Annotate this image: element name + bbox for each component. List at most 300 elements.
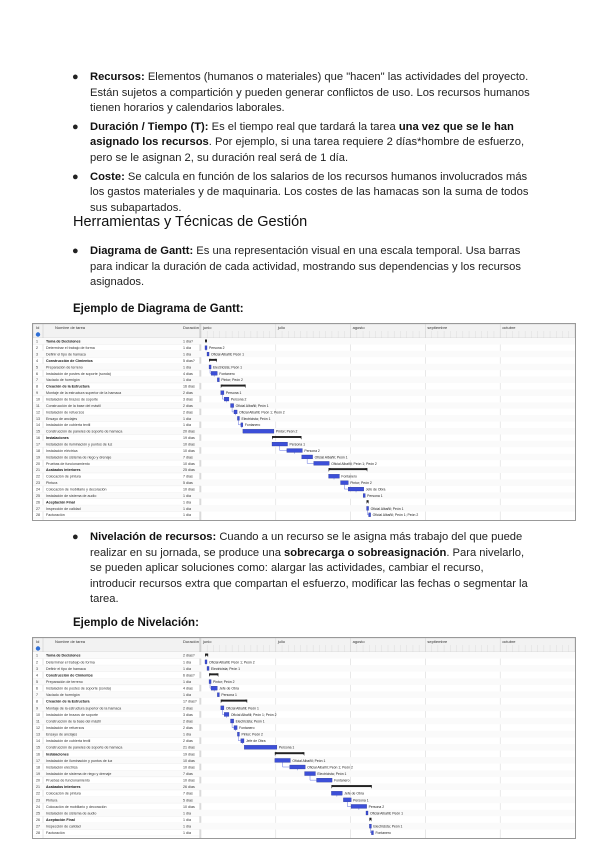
task-id: 5 — [36, 365, 38, 370]
task-bar — [272, 442, 288, 446]
task-name: Aceptación Final — [46, 818, 75, 823]
month-label: septiembre — [427, 639, 448, 644]
task-bar — [351, 804, 367, 808]
task-duration: 5 días — [183, 481, 193, 486]
row-bg — [33, 797, 575, 804]
resource-label: Persona 1 — [225, 391, 242, 396]
task-name: Instalación de brazos de soporte — [46, 712, 98, 717]
task-id: 26 — [36, 818, 40, 823]
task-id: 19 — [36, 772, 40, 777]
task-name: Pruebas de funcionamiento — [46, 778, 90, 783]
task-duration: 2 días — [183, 410, 193, 415]
resource-label: Persona 2 — [209, 346, 225, 351]
task-duration: 16 días — [183, 384, 195, 389]
task-id: 25 — [36, 811, 40, 816]
resource-label: Persona 2 — [230, 397, 247, 402]
task-bar — [363, 494, 365, 498]
row-bg — [33, 377, 575, 383]
task-bar — [241, 739, 244, 743]
task-name: Instalación de cubierta textil — [46, 739, 91, 744]
text-coste: Se calcula en función de los salarios de los recursos humanos involucrados más los gastos materiales y de maquinaria. Los costes de las hamacas son la suma de todos sus subapartados. — [90, 170, 529, 214]
col-id-header: Id — [36, 325, 40, 330]
task-bar — [224, 397, 229, 401]
task-id: 11 — [36, 403, 40, 408]
task-name: Vaciado de hormigón — [46, 693, 80, 698]
task-duration: 1 día — [183, 818, 191, 823]
row-bg — [33, 770, 575, 777]
resource-label: Oficial Albañil; Peón 1 — [314, 455, 348, 460]
task-id: 12 — [36, 410, 40, 415]
task-bar — [217, 693, 219, 697]
task-name: Ensayo de anclajes — [46, 416, 78, 421]
task-id: 13 — [36, 732, 40, 737]
task-duration: 1 día? — [183, 339, 193, 344]
task-bar — [205, 346, 207, 350]
row-bg — [33, 718, 575, 725]
task-id: 17 — [36, 758, 40, 763]
resource-label: Pintor; Peón 2 — [213, 680, 235, 685]
info-icon — [36, 646, 40, 650]
task-duration: 1 día — [183, 423, 191, 428]
task-bar — [205, 660, 207, 664]
task-duration: 2 días — [183, 726, 193, 731]
task-duration: 19 días — [183, 752, 195, 757]
section-heading: Herramientas y Técnicas de Gestión — [73, 214, 308, 230]
resource-label: Oficial Albañil; Peón 1; Peón 2 — [372, 513, 419, 518]
task-name: Facturación — [46, 831, 65, 836]
task-duration: 2 días — [183, 391, 193, 396]
task-name: Facturación — [46, 513, 65, 518]
row-bg — [33, 364, 575, 370]
task-duration: 1 día — [183, 680, 191, 685]
task-duration: 2 días — [183, 706, 193, 711]
bullet-coste — [72, 170, 530, 217]
task-id: 4 — [36, 673, 38, 678]
task-duration: 7 días — [183, 474, 193, 479]
task-duration: 1 día — [183, 365, 191, 370]
task-id: 5 — [36, 680, 38, 685]
task-name: Pintura — [46, 481, 58, 486]
task-bar — [211, 686, 217, 690]
task-bar — [207, 352, 209, 356]
task-bar — [331, 791, 342, 795]
task-bar — [366, 811, 368, 815]
month-label: octubre — [502, 325, 516, 330]
row-bg — [33, 415, 575, 421]
task-name: Ensayo de anclajes — [46, 732, 78, 737]
resource-label: Oficial Albañil; Peón 1 — [211, 352, 245, 357]
resource-label: Fontanero — [341, 474, 357, 479]
task-id: 22 — [36, 474, 40, 479]
task-name: Construcción de paneles de soporte de hamaca — [46, 429, 123, 434]
task-duration: 26 días — [183, 785, 195, 790]
task-id: 2 — [36, 660, 38, 665]
resource-label: Oficial Albañil; Peón 1 — [292, 758, 326, 763]
resource-label: Oficial Albañil; Peón 1 — [370, 506, 404, 511]
task-id: 1 — [36, 653, 38, 658]
task-id: 8 — [36, 384, 38, 389]
month-label: julio — [277, 639, 285, 644]
task-id: 26 — [36, 500, 40, 505]
task-duration: 7 días — [183, 772, 193, 777]
month-label: junio — [203, 325, 212, 330]
row-bg — [33, 731, 575, 738]
task-bar — [234, 410, 237, 414]
task-id: 11 — [36, 719, 40, 724]
task-bar — [369, 513, 371, 517]
task-duration: 3 días — [183, 712, 193, 717]
row-bg — [33, 678, 575, 685]
col-duration-header: Duración — [183, 639, 200, 644]
row-bg — [33, 402, 575, 408]
task-id: 17 — [36, 442, 40, 447]
row-bg — [33, 479, 575, 485]
resource-label: Persona 1 — [353, 798, 369, 803]
task-id: 3 — [36, 352, 38, 357]
task-duration: 1 día — [183, 831, 191, 836]
resource-label: Fontanero — [219, 371, 235, 376]
task-name: Construcción de la base del mástil — [46, 403, 101, 408]
task-name: Instalación de brazos de soporte — [46, 397, 98, 402]
row-bg — [33, 691, 575, 698]
task-id: 8 — [36, 699, 38, 704]
month-label: septiembre — [427, 325, 448, 330]
task-duration: 10 días — [183, 461, 195, 466]
task-bar — [371, 831, 373, 835]
bullet-dot-icon: ● — [72, 245, 79, 257]
task-id: 9 — [36, 706, 38, 711]
task-name: Instalación de refuerzos — [46, 726, 85, 731]
bullet-dot-icon: ● — [72, 531, 79, 543]
task-duration: 1 día — [183, 732, 191, 737]
task-duration: 2 días — [183, 719, 193, 724]
task-bar — [209, 365, 211, 369]
task-duration: 1 día — [183, 693, 191, 698]
task-duration: 4 días — [183, 371, 193, 376]
task-name: Determinar el trabajo de forma — [46, 660, 95, 665]
task-bar — [224, 712, 229, 716]
col-duration-header: Duración — [183, 325, 200, 330]
bullet-dot-icon: ● — [72, 170, 79, 183]
row-bg — [33, 338, 575, 344]
summary-bar — [275, 752, 304, 754]
resource-label: Electricista; Peón 1 — [373, 824, 403, 829]
task-bar — [217, 378, 219, 382]
row-bg — [33, 652, 575, 659]
task-name: Instalación de sistema de audio — [46, 811, 97, 816]
task-bar — [211, 371, 217, 375]
resource-label: Pintor; Peón 2 — [241, 732, 263, 737]
col-name-header: Nombre de tarea — [55, 325, 86, 330]
summary-bar — [272, 436, 301, 438]
task-id: 7 — [36, 693, 38, 698]
task-id: 14 — [36, 423, 40, 428]
task-duration: 10 días — [183, 442, 195, 447]
gantt-header — [33, 324, 575, 338]
task-duration: 5 días — [183, 798, 193, 803]
task-bar — [243, 429, 274, 433]
task-id: 16 — [36, 436, 40, 441]
task-name: Preparación de terreno — [46, 365, 83, 370]
task-name: Definir el tipo de hamaca — [46, 666, 86, 671]
task-duration: 1 día — [183, 666, 191, 671]
text-duracion-b: una vez que se le han asignado los recursos — [90, 120, 514, 149]
task-name: Instalación de sistema de audio — [46, 493, 97, 498]
task-name: Acabados interiores — [46, 785, 81, 790]
resource-label: Electricista; Peón 1 — [235, 719, 265, 724]
text-duracion-c: . Por ejemplo, si una tarea requiere 2 días*hombre de esfuerzo, pero se le asignan 2, su duración real será de 1 día. — [90, 136, 525, 164]
task-duration: 1 día — [183, 500, 191, 505]
task-id: 10 — [36, 397, 40, 402]
task-name: Inspección de calidad — [46, 506, 81, 511]
task-bar — [275, 758, 291, 762]
task-bar — [207, 666, 209, 670]
task-duration: 1 día — [183, 352, 191, 357]
row-bg — [33, 665, 575, 672]
task-bar — [302, 455, 313, 459]
task-id: 4 — [36, 358, 38, 363]
resource-label: Oficial Albañil; Peón 1; Peón 2 — [307, 765, 353, 770]
task-duration: 5 días? — [183, 358, 195, 363]
month-label: agosto — [352, 639, 365, 644]
task-bar — [231, 404, 234, 408]
task-id: 15 — [36, 429, 40, 434]
task-name: Instalación eléctrica — [46, 448, 78, 453]
gantt-chart-leveling — [32, 637, 576, 839]
resource-label: Persona 2 — [304, 448, 320, 453]
task-id: 27 — [36, 824, 40, 829]
task-name: Colocación de mobiliario y decoración — [46, 804, 107, 809]
summary-bar — [221, 385, 246, 387]
task-id: 27 — [36, 506, 40, 511]
gantt-header — [33, 638, 575, 652]
task-name: Construcción de la base del mástil — [46, 719, 101, 724]
task-duration: 10 días — [183, 778, 195, 783]
row-bg — [33, 492, 575, 498]
row-bg — [33, 351, 575, 357]
task-duration: 21 días — [183, 745, 195, 750]
task-duration: 1 día — [183, 416, 191, 421]
task-duration: 1 día — [183, 811, 191, 816]
task-bar — [317, 778, 333, 782]
gantt-bullet — [72, 244, 530, 294]
task-name: Instalación de iluminación y puntos de luz — [46, 442, 113, 447]
resource-label: Oficial Albañil; Peón 1; Peón 2 — [239, 410, 285, 415]
resource-bullets — [72, 70, 530, 219]
resource-label: Persona 1 — [367, 493, 383, 498]
task-bar — [367, 506, 369, 510]
task-duration: 10 días — [183, 487, 195, 492]
task-bar — [287, 449, 303, 453]
task-id: 22 — [36, 791, 40, 796]
task-id: 19 — [36, 455, 40, 460]
task-duration: 20 días — [183, 429, 195, 434]
row-bg — [33, 467, 575, 473]
task-id: 1 — [36, 339, 38, 344]
task-id: 2 — [36, 346, 38, 351]
bullet-duracion — [72, 120, 530, 167]
task-name: Colocación de mobiliario y decoración — [46, 487, 107, 492]
bullet-dot-icon: ● — [72, 71, 79, 83]
task-id: 7 — [36, 378, 38, 383]
row-bg — [33, 783, 575, 790]
task-duration: 25 días — [183, 468, 195, 473]
task-name: Creación de la Estructura — [46, 384, 90, 389]
row-bg — [33, 810, 575, 817]
task-name: Montaje de la estructura superior de la hamaca — [46, 706, 122, 711]
task-bar — [314, 461, 330, 465]
task-bar — [348, 487, 364, 491]
bullet-recursos — [72, 70, 530, 117]
task-name: Definir el tipo de hamaca — [46, 352, 86, 357]
task-id: 25 — [36, 493, 40, 498]
task-bar — [290, 765, 306, 769]
task-name: Instalación de postes de soporte (sonda) — [46, 686, 111, 691]
resource-label: Electricista; Peón 1 — [211, 666, 241, 671]
resource-label: Oficial Albañil; Peón 1; Peón 2 — [331, 461, 377, 466]
resource-label: Persona 2 — [368, 804, 385, 809]
text-nivelacion-a: Cuando a un recurso se le asigna más trabajo del que puede realizar en su jornada, se produce una — [90, 531, 523, 559]
task-name: Pintura — [46, 798, 58, 803]
resource-label: Fontanero — [239, 726, 255, 731]
task-duration: 2 días — [183, 403, 193, 408]
text-recursos: Elementos (humanos o materiales) que "hacen" las actividades del proyecto. Están sujetos a compartición y pueden generar conflictos de uso. Los recursos humanos tienen horarios y calendarios laborales. — [90, 71, 530, 115]
task-duration: 7 días — [183, 791, 193, 796]
task-bar — [221, 706, 224, 710]
gantt-svg — [33, 324, 575, 520]
resource-label: Pintor; Peón 2 — [275, 429, 298, 434]
task-id: 18 — [36, 765, 40, 770]
col-id-header: Id — [36, 639, 40, 644]
resource-label: Jefe de Obra — [219, 686, 239, 691]
task-name: Instalación de sistema de riego y drenaje — [46, 455, 112, 460]
task-duration: 1 día — [183, 660, 191, 665]
resource-label: Oficial Albañil; Peón 1 — [235, 403, 269, 408]
task-duration: 10 días — [183, 804, 195, 809]
task-duration: 6 días? — [183, 673, 195, 678]
task-id: 18 — [36, 448, 40, 453]
resource-label: Oficial Albañil; Peón 1 — [225, 706, 259, 711]
term-recursos: Recursos: — [90, 71, 145, 83]
task-duration: 2 días? — [183, 653, 195, 658]
month-label: agosto — [352, 325, 365, 330]
resource-label: Fontanero — [244, 423, 261, 428]
task-duration: 2 días — [183, 739, 193, 744]
task-id: 23 — [36, 798, 40, 803]
task-name: Construcción de paneles de soporte de hamaca — [46, 745, 123, 750]
info-icon — [36, 332, 40, 336]
text-duracion-a: Es el tiempo real que tardará la tarea — [208, 120, 399, 133]
task-duration: 1 día — [183, 378, 191, 383]
task-bar — [237, 416, 239, 420]
task-id: 20 — [36, 778, 40, 783]
task-name: Instalación de postes de soporte (sonda) — [46, 371, 111, 376]
task-name: Instalación de sistema de riego y drenaje — [46, 772, 112, 777]
month-label: octubre — [502, 639, 516, 644]
task-id: 6 — [36, 686, 38, 691]
task-name: Instalación de refuerzos — [46, 410, 85, 415]
task-name: Pruebas de funcionamiento — [46, 461, 90, 466]
bullet-nivelacion — [72, 530, 530, 608]
task-name: Instalaciones — [46, 752, 69, 757]
task-bar — [305, 772, 316, 776]
task-name: Montaje de la estructura superior de la hamaca — [46, 391, 122, 396]
task-name: Acabados interiores — [46, 468, 81, 473]
summary-bar — [221, 700, 247, 702]
bullet-gantt — [72, 244, 530, 291]
resource-label: Fontanero — [334, 778, 350, 783]
task-id: 21 — [36, 468, 40, 473]
text-gantt: Es una representación visual en una escala temporal. Usa barras para indicar la duración de cada actividad, mostrando sus dependencias y los recursos asignados. — [90, 245, 521, 289]
resource-label: Oficial Albañil; Peón 1; Peón 2 — [209, 660, 255, 665]
task-bar — [241, 423, 243, 427]
task-id: 28 — [36, 513, 40, 518]
resource-label: Electricista; Peón 1 — [241, 416, 271, 421]
col-name-header: Nombre de tarea — [55, 639, 86, 644]
resource-label: Oficial Albañil; Peón 1 — [370, 811, 403, 816]
row-bg — [33, 823, 575, 830]
task-name: Inspección de calidad — [46, 824, 81, 829]
text-nivelacion-b: sobrecarga o sobreasignación — [284, 546, 447, 559]
task-id: 15 — [36, 745, 40, 750]
resource-label: Pintor; Peón 2 — [221, 378, 243, 383]
task-duration: 1 día — [183, 513, 191, 518]
resource-label: Pintor; Peón 2 — [350, 481, 372, 486]
task-duration: 3 días — [183, 397, 193, 402]
row-bg — [33, 505, 575, 511]
task-duration: 1 día — [183, 824, 191, 829]
task-id: 14 — [36, 739, 40, 744]
task-duration: 7 días — [183, 455, 193, 460]
month-label: julio — [277, 325, 285, 330]
task-id: 24 — [36, 487, 40, 492]
resource-label: Jefe de Obra — [344, 791, 364, 796]
task-name: Instalación de iluminación y puntos de luz — [46, 758, 113, 763]
task-id: 10 — [36, 712, 40, 717]
task-duration: 1 día — [183, 493, 191, 498]
leveling-bullet — [72, 530, 530, 611]
summary-bar — [329, 468, 368, 470]
task-duration: 4 días — [183, 686, 193, 691]
bullet-dot-icon: ● — [72, 120, 79, 133]
task-id: 21 — [36, 785, 40, 790]
task-id: 9 — [36, 391, 38, 396]
task-name: Colocación de pintura — [46, 791, 81, 796]
task-bar — [234, 726, 237, 730]
task-bar — [244, 745, 277, 749]
task-id: 28 — [36, 831, 40, 836]
resource-label: Jefe de Obra — [365, 487, 386, 492]
task-name: Creación de la Estructura — [46, 699, 90, 704]
resource-label: Oficial Albañil; Peón 1; Peón 2 — [230, 712, 277, 717]
resource-label: Electricista; Peón 1 — [317, 772, 347, 777]
resource-label: Persona 1 — [289, 442, 305, 447]
task-duration: 1 día — [183, 506, 191, 511]
task-name: Aceptación Final — [46, 500, 75, 505]
task-bar — [231, 719, 234, 723]
task-bar — [209, 680, 211, 684]
task-bar — [341, 481, 349, 485]
task-id: 20 — [36, 461, 40, 466]
gantt-chart-example — [32, 323, 576, 521]
task-id: 16 — [36, 752, 40, 757]
task-bar — [369, 824, 371, 828]
term-duracion: Duración / Tiempo (T): — [90, 120, 209, 133]
task-bar — [237, 732, 239, 736]
task-name: Instalaciones — [46, 436, 69, 441]
task-id: 23 — [36, 481, 40, 486]
gantt-svg — [33, 638, 575, 838]
